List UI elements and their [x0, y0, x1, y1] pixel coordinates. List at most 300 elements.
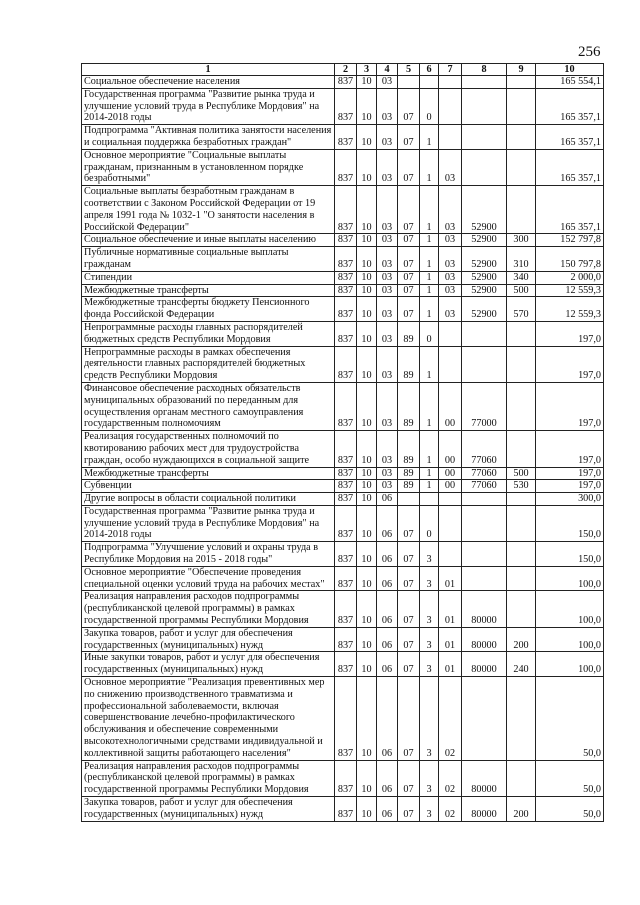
code-ministry: 837 [335, 627, 357, 652]
code-section: 10 [357, 297, 377, 322]
code-program: 07 [398, 505, 420, 541]
code-subsection: 06 [377, 797, 398, 822]
code-program: 07 [398, 149, 420, 185]
code-subprogram: 3 [420, 677, 439, 761]
code-subsection: 06 [377, 760, 398, 796]
code-subprogram: 1 [420, 186, 439, 234]
table-row [82, 88, 604, 124]
row-amount: 197,0 [536, 431, 604, 467]
row-amount: 100,0 [536, 566, 604, 591]
code-subprogram: 1 [420, 467, 439, 480]
row-amount: 50,0 [536, 760, 604, 796]
row-amount: 2 000,0 [536, 271, 604, 284]
code-direction: 77060 [462, 467, 507, 480]
code-subprogram: 1 [420, 271, 439, 284]
code-section: 10 [357, 76, 377, 89]
code-direction [462, 88, 507, 124]
code-expense-type [507, 321, 536, 346]
code-ministry: 837 [335, 591, 357, 627]
code-program: 07 [398, 652, 420, 677]
code-direction [462, 321, 507, 346]
code-subsection: 06 [377, 627, 398, 652]
row-amount: 12 559,3 [536, 297, 604, 322]
code-expense-type: 500 [507, 467, 536, 480]
code-subprogram: 1 [420, 149, 439, 185]
code-subprogram: 0 [420, 505, 439, 541]
code-ministry: 837 [335, 149, 357, 185]
code-activity: 02 [439, 797, 462, 822]
code-section: 10 [357, 125, 377, 150]
code-direction [462, 677, 507, 761]
code-activity: 02 [439, 677, 462, 761]
code-expense-type [507, 493, 536, 506]
code-activity [439, 346, 462, 382]
code-subsection: 06 [377, 591, 398, 627]
code-subsection: 06 [377, 566, 398, 591]
code-program: 07 [398, 186, 420, 234]
row-amount: 100,0 [536, 591, 604, 627]
header-row [82, 64, 604, 76]
header-cell: 5 [398, 64, 420, 76]
row-name: Подпрограмма "Активная политика занятости населения и социальная поддержка безработных граждан" [82, 125, 335, 150]
row-name: Социальное обеспечение и иные выплаты населению [82, 234, 335, 247]
code-subsection: 03 [377, 234, 398, 247]
code-subsection: 03 [377, 321, 398, 346]
code-subprogram: 3 [420, 542, 439, 567]
table-row [82, 627, 604, 652]
row-name: Государственная программа "Развитие рынка труда и улучшение условий труда в Республике Мордовия" на 2014-2018 годы [82, 88, 335, 124]
code-program: 07 [398, 627, 420, 652]
row-name: Закупка товаров, работ и услуг для обеспечения государственных (муниципальных) нужд [82, 627, 335, 652]
code-expense-type [507, 542, 536, 567]
code-direction [462, 505, 507, 541]
code-subprogram: 1 [420, 284, 439, 297]
code-ministry: 837 [335, 234, 357, 247]
row-name: Подпрограмма "Улучшение условий и охраны труда в Республике Мордовия на 2015 - 2018 годы" [82, 542, 335, 567]
code-subsection: 03 [377, 346, 398, 382]
code-section: 10 [357, 591, 377, 627]
code-ministry: 837 [335, 382, 357, 430]
code-subsection: 03 [377, 149, 398, 185]
header-cell: 9 [507, 64, 536, 76]
code-expense-type [507, 591, 536, 627]
table-row [82, 677, 604, 761]
code-subsection: 03 [377, 125, 398, 150]
row-name: Субвенции [82, 480, 335, 493]
row-amount: 197,0 [536, 480, 604, 493]
code-direction: 80000 [462, 627, 507, 652]
code-section: 10 [357, 505, 377, 541]
code-direction: 77060 [462, 480, 507, 493]
code-expense-type [507, 149, 536, 185]
code-subprogram: 3 [420, 652, 439, 677]
table-row [82, 321, 604, 346]
code-section: 10 [357, 566, 377, 591]
code-program: 07 [398, 797, 420, 822]
code-program [398, 493, 420, 506]
code-subprogram: 3 [420, 627, 439, 652]
code-subsection: 03 [377, 297, 398, 322]
code-activity [439, 505, 462, 541]
row-amount: 165 357,1 [536, 125, 604, 150]
code-subsection: 03 [377, 480, 398, 493]
code-subsection: 03 [377, 271, 398, 284]
code-ministry: 837 [335, 797, 357, 822]
row-name: Основное мероприятие "Обеспечение проведения специальной оценки условий труда на рабочих местах" [82, 566, 335, 591]
code-direction: 80000 [462, 652, 507, 677]
header-cell: 1 [82, 64, 335, 76]
code-subsection: 03 [377, 467, 398, 480]
table-row [82, 346, 604, 382]
code-subsection: 03 [377, 284, 398, 297]
code-activity: 00 [439, 382, 462, 430]
row-name: Стипендии [82, 271, 335, 284]
header-cell: 10 [536, 64, 604, 76]
code-subprogram: 1 [420, 480, 439, 493]
row-amount: 100,0 [536, 627, 604, 652]
table-row [82, 125, 604, 150]
code-section: 10 [357, 652, 377, 677]
code-direction: 52900 [462, 247, 507, 272]
code-activity [439, 493, 462, 506]
code-direction [462, 542, 507, 567]
code-ministry: 837 [335, 186, 357, 234]
code-program: 07 [398, 297, 420, 322]
code-program: 07 [398, 125, 420, 150]
code-section: 10 [357, 627, 377, 652]
code-expense-type: 200 [507, 797, 536, 822]
code-activity: 03 [439, 234, 462, 247]
row-amount: 197,0 [536, 467, 604, 480]
code-program: 89 [398, 467, 420, 480]
code-subsection: 03 [377, 76, 398, 89]
row-amount: 12 559,3 [536, 284, 604, 297]
table-row [82, 591, 604, 627]
code-ministry: 837 [335, 431, 357, 467]
budget-table [81, 63, 604, 822]
code-subsection: 03 [377, 88, 398, 124]
code-program: 07 [398, 271, 420, 284]
row-name: Иные закупки товаров, работ и услуг для обеспечения государственных (муниципальных) нужд [82, 652, 335, 677]
code-expense-type [507, 186, 536, 234]
code-activity: 01 [439, 591, 462, 627]
header-cell: 2 [335, 64, 357, 76]
code-subprogram: 1 [420, 125, 439, 150]
code-ministry: 837 [335, 76, 357, 89]
code-activity: 00 [439, 431, 462, 467]
code-program: 07 [398, 566, 420, 591]
code-ministry: 837 [335, 284, 357, 297]
code-activity: 00 [439, 480, 462, 493]
code-ministry: 837 [335, 566, 357, 591]
code-program: 07 [398, 234, 420, 247]
code-subsection: 03 [377, 382, 398, 430]
code-section: 10 [357, 542, 377, 567]
row-name: Межбюджетные трансферты [82, 467, 335, 480]
code-subsection: 03 [377, 431, 398, 467]
code-activity: 03 [439, 271, 462, 284]
code-subprogram: 3 [420, 797, 439, 822]
code-section: 10 [357, 493, 377, 506]
row-name: Реализация государственных полномочий по квотированию рабочих мест для трудоустройства граждан, особо нуждающихся в социальной защите [82, 431, 335, 467]
row-name: Непрограммные расходы в рамках обеспечения деятельности главных распорядителей бюджетных средств Республики Мордовия [82, 346, 335, 382]
row-amount: 197,0 [536, 346, 604, 382]
row-amount: 165 357,1 [536, 88, 604, 124]
code-section: 10 [357, 467, 377, 480]
code-direction: 52900 [462, 234, 507, 247]
code-subprogram: 1 [420, 346, 439, 382]
code-expense-type [507, 505, 536, 541]
code-activity: 01 [439, 652, 462, 677]
row-name: Реализация направления расходов подпрограммы (республиканской целевой программы) в рамках государственной программы Республики Мордовия [82, 591, 335, 627]
header-cell: 7 [439, 64, 462, 76]
code-expense-type: 340 [507, 271, 536, 284]
table-row [82, 271, 604, 284]
code-activity [439, 88, 462, 124]
table-row [82, 566, 604, 591]
code-direction: 52900 [462, 297, 507, 322]
row-name: Межбюджетные трансферты [82, 284, 335, 297]
code-direction [462, 125, 507, 150]
header-cell: 4 [377, 64, 398, 76]
code-subprogram: 3 [420, 760, 439, 796]
code-expense-type: 310 [507, 247, 536, 272]
code-program: 07 [398, 760, 420, 796]
table-row [82, 505, 604, 541]
row-name: Непрограммные расходы главных распорядителей бюджетных средств Республики Мордовия [82, 321, 335, 346]
code-subprogram: 0 [420, 321, 439, 346]
code-direction: 77000 [462, 382, 507, 430]
code-ministry: 837 [335, 346, 357, 382]
table-row [82, 760, 604, 796]
code-subsection: 06 [377, 652, 398, 677]
code-program: 89 [398, 480, 420, 493]
code-ministry: 837 [335, 493, 357, 506]
row-name: Социальные выплаты безработным гражданам в соответствии с Законом Российской Федерации от 19 апреля 1991 года № 1032-1 "О занятости населения в Российской Федерации" [82, 186, 335, 234]
row-amount: 100,0 [536, 652, 604, 677]
code-section: 10 [357, 760, 377, 796]
table-row [82, 186, 604, 234]
code-section: 10 [357, 480, 377, 493]
code-ministry: 837 [335, 88, 357, 124]
code-ministry: 837 [335, 480, 357, 493]
code-direction: 80000 [462, 797, 507, 822]
code-section: 10 [357, 677, 377, 761]
code-program: 07 [398, 284, 420, 297]
code-program: 89 [398, 321, 420, 346]
row-amount: 150,0 [536, 542, 604, 567]
table-row [82, 76, 604, 89]
code-subprogram: 1 [420, 297, 439, 322]
code-activity: 03 [439, 186, 462, 234]
code-ministry: 837 [335, 760, 357, 796]
code-program: 07 [398, 542, 420, 567]
row-amount: 165 554,1 [536, 76, 604, 89]
code-section: 10 [357, 284, 377, 297]
code-activity: 01 [439, 566, 462, 591]
code-expense-type: 530 [507, 480, 536, 493]
row-amount: 150 797,8 [536, 247, 604, 272]
code-subsection: 06 [377, 542, 398, 567]
table-row [82, 493, 604, 506]
code-activity [439, 321, 462, 346]
code-program: 89 [398, 382, 420, 430]
code-activity: 03 [439, 149, 462, 185]
code-expense-type [507, 431, 536, 467]
code-expense-type [507, 382, 536, 430]
row-name: Публичные нормативные социальные выплаты гражданам [82, 247, 335, 272]
code-ministry: 837 [335, 652, 357, 677]
code-section: 10 [357, 797, 377, 822]
row-amount: 50,0 [536, 677, 604, 761]
code-subsection: 03 [377, 247, 398, 272]
table-row [82, 542, 604, 567]
code-subsection: 06 [377, 493, 398, 506]
code-direction: 52900 [462, 284, 507, 297]
code-activity [439, 76, 462, 89]
code-program: 07 [398, 247, 420, 272]
code-subprogram: 0 [420, 88, 439, 124]
code-subprogram [420, 493, 439, 506]
code-ministry: 837 [335, 297, 357, 322]
code-program: 07 [398, 591, 420, 627]
table-row [82, 431, 604, 467]
code-expense-type [507, 125, 536, 150]
table-row [82, 382, 604, 430]
table-row [82, 247, 604, 272]
code-direction: 80000 [462, 760, 507, 796]
table-row [82, 234, 604, 247]
row-name: Другие вопросы в области социальной политики [82, 493, 335, 506]
header-cell: 3 [357, 64, 377, 76]
code-ministry: 837 [335, 467, 357, 480]
code-ministry: 837 [335, 321, 357, 346]
code-section: 10 [357, 382, 377, 430]
code-subprogram: 3 [420, 591, 439, 627]
code-expense-type: 200 [507, 627, 536, 652]
code-activity [439, 542, 462, 567]
code-ministry: 837 [335, 271, 357, 284]
code-direction: 80000 [462, 591, 507, 627]
table-body [82, 76, 604, 822]
code-direction [462, 346, 507, 382]
table-row [82, 297, 604, 322]
code-program: 07 [398, 88, 420, 124]
code-activity: 02 [439, 760, 462, 796]
table-row [82, 480, 604, 493]
code-expense-type: 300 [507, 234, 536, 247]
code-program: 89 [398, 346, 420, 382]
code-section: 10 [357, 431, 377, 467]
table-row [82, 284, 604, 297]
row-amount: 197,0 [536, 382, 604, 430]
row-name: Основное мероприятие "Социальные выплаты гражданам, признанным в установленном порядке безработными" [82, 149, 335, 185]
header-cell: 8 [462, 64, 507, 76]
code-program [398, 76, 420, 89]
code-expense-type [507, 760, 536, 796]
code-expense-type [507, 566, 536, 591]
code-subprogram: 3 [420, 566, 439, 591]
code-subsection: 06 [377, 677, 398, 761]
row-amount: 152 797,8 [536, 234, 604, 247]
code-ministry: 837 [335, 505, 357, 541]
row-name: Финансовое обеспечение расходных обязательств муниципальных образований по переданным для осуществления органам местного самоуправления государственным полномочиям [82, 382, 335, 430]
code-section: 10 [357, 247, 377, 272]
code-subprogram: 1 [420, 247, 439, 272]
row-amount: 300,0 [536, 493, 604, 506]
code-expense-type: 240 [507, 652, 536, 677]
code-section: 10 [357, 321, 377, 346]
table-row [82, 652, 604, 677]
row-amount: 165 357,1 [536, 149, 604, 185]
code-section: 10 [357, 346, 377, 382]
row-name: Государственная программа "Развитие рынка труда и улучшение условий труда в Республике Мордовия" на 2014-2018 годы [82, 505, 335, 541]
code-expense-type [507, 677, 536, 761]
header-cell: 6 [420, 64, 439, 76]
code-subprogram: 1 [420, 234, 439, 247]
code-activity: 03 [439, 284, 462, 297]
code-direction [462, 149, 507, 185]
code-activity [439, 125, 462, 150]
code-activity: 03 [439, 247, 462, 272]
code-subprogram [420, 76, 439, 89]
row-amount: 50,0 [536, 797, 604, 822]
code-activity: 03 [439, 297, 462, 322]
table-row [82, 149, 604, 185]
page-number: 256 [578, 44, 601, 60]
code-section: 10 [357, 234, 377, 247]
code-direction: 52900 [462, 186, 507, 234]
code-expense-type [507, 88, 536, 124]
code-section: 10 [357, 149, 377, 185]
code-section: 10 [357, 271, 377, 284]
code-direction: 52900 [462, 271, 507, 284]
code-expense-type: 500 [507, 284, 536, 297]
code-direction [462, 566, 507, 591]
code-program: 89 [398, 431, 420, 467]
code-section: 10 [357, 186, 377, 234]
row-amount: 150,0 [536, 505, 604, 541]
code-activity: 01 [439, 627, 462, 652]
table-row [82, 467, 604, 480]
code-ministry: 837 [335, 677, 357, 761]
row-name: Закупка товаров, работ и услуг для обеспечения государственных (муниципальных) нужд [82, 797, 335, 822]
row-name: Социальное обеспечение населения [82, 76, 335, 89]
code-subsection: 06 [377, 505, 398, 541]
code-expense-type [507, 346, 536, 382]
code-subsection: 03 [377, 186, 398, 234]
code-direction: 77060 [462, 431, 507, 467]
row-name: Основное мероприятие "Реализация превентивных мер по снижению производственного травматизма и профессиональной заболеваемости, включая совершенствование лечебно-профилактического обслуживания и обеспечение современными высокотехнологичными средствами индивидуальной и коллективной защиты работающего населения" [82, 677, 335, 761]
code-subprogram: 1 [420, 431, 439, 467]
table-row [82, 797, 604, 822]
code-section: 10 [357, 88, 377, 124]
code-ministry: 837 [335, 125, 357, 150]
code-program: 07 [398, 677, 420, 761]
row-name: Межбюджетные трансферты бюджету Пенсионного фонда Российской Федерации [82, 297, 335, 322]
code-subprogram: 1 [420, 382, 439, 430]
code-expense-type: 570 [507, 297, 536, 322]
code-ministry: 837 [335, 542, 357, 567]
code-expense-type [507, 76, 536, 89]
row-name: Реализация направления расходов подпрограммы (республиканской целевой программы) в рамках государственной программы Республики Мордовия [82, 760, 335, 796]
row-amount: 197,0 [536, 321, 604, 346]
code-ministry: 837 [335, 247, 357, 272]
code-direction [462, 76, 507, 89]
code-direction [462, 493, 507, 506]
row-amount: 165 357,1 [536, 186, 604, 234]
code-activity: 00 [439, 467, 462, 480]
